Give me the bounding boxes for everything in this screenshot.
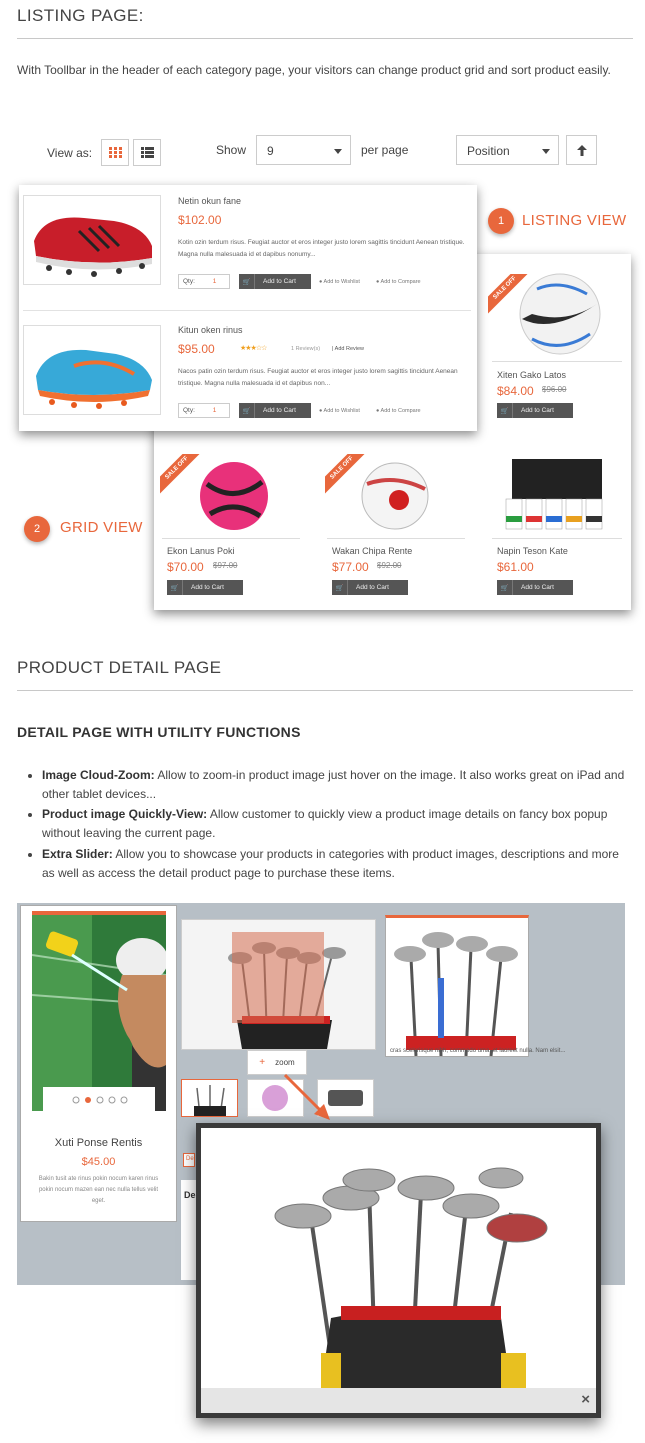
per-page-label: per page [361, 143, 409, 157]
divider [17, 690, 633, 691]
popup-footer [201, 1388, 596, 1413]
sale-badge: SALE OFF [488, 274, 528, 314]
grid-view-button[interactable] [101, 139, 129, 166]
product-name[interactable]: Ekon Lanus Poki [167, 546, 235, 556]
cart-icon: 🛒 [167, 580, 183, 595]
product-description: Nacos patin ozin terdum risus. Feugiat auctor et eros integer justo lorem sagittis tincidunt Aenean tristique. Magna nulla malesuada id et dapibus non... [178, 368, 458, 387]
per-page-select[interactable] [256, 135, 351, 165]
cyclist-drinking-image [32, 915, 166, 1111]
add-to-wishlist-link[interactable]: ● Add to Wishlist [319, 279, 360, 285]
thumbnail[interactable] [181, 1079, 238, 1117]
reviews-count-link[interactable]: 1 Review(s) [291, 346, 321, 352]
list-view-card [19, 185, 477, 431]
slider-product-name[interactable]: Xuti Ponse Rentis [54, 1137, 143, 1149]
add-to-cart-button[interactable]: 🛒 Add to Cart [332, 580, 408, 595]
product-name[interactable]: Wakan Chipa Rente [332, 546, 413, 556]
socks-image [492, 454, 622, 538]
rating-stars: ★★★☆☆ [240, 345, 267, 352]
cart-icon: 🛒 [239, 274, 255, 289]
divider [492, 361, 622, 362]
divider [23, 310, 471, 311]
slider-product-image[interactable] [32, 915, 166, 1111]
product-price: $95.00 [178, 342, 215, 356]
per-page-value: 9 [267, 144, 274, 158]
add-to-compare-link[interactable]: ● Add to Compare [376, 408, 421, 414]
add-to-cart-button[interactable]: 🛒 Add to Cart [239, 274, 311, 289]
sort-by-value: Position [467, 144, 510, 158]
sale-badge: SALE OFF [325, 454, 365, 494]
arrow-up-icon [577, 145, 587, 156]
arrow-indicator [280, 1070, 340, 1130]
product-name[interactable]: Netin okun fane [178, 196, 242, 206]
grid-view-callout: GRID VIEW [60, 519, 143, 536]
zoom-window [385, 915, 529, 1057]
product-old-price: $97.00 [213, 561, 238, 570]
divider [492, 538, 622, 539]
zoom-lens[interactable] [232, 932, 324, 1023]
detail-subtitle: DETAIL PAGE WITH UTILITY FUNCTIONS [17, 724, 301, 740]
product-price: $61.00 [497, 560, 534, 574]
product-short-description: cras scelerisque nibh, commodo uma, et laoreet nulla. Nam elsit... [390, 1048, 566, 1054]
product-description: Kotin ozin terdum risus. Feugiat auctor et eros integer justo lorem sagittis tincidunt Aenean tristique. Magna nulla malesuada id et dapibus nonumy... [178, 239, 465, 258]
view-as-label: View as: [47, 146, 93, 160]
add-to-wishlist-link[interactable]: ● Add to Wishlist [319, 408, 360, 414]
feature-item: Extra Slider: Allow you to showcase your products in categories with product images, descriptions and more as well as access the detail product page to purchase these items. [28, 845, 628, 883]
product-price: $70.00 [167, 560, 204, 574]
listing-view-callout: LISTING VIEW [522, 212, 627, 229]
slider-product-price: $45.00 [81, 1156, 116, 1168]
zoomed-golf-clubs-image [386, 918, 528, 1056]
popup-golf-clubs-image [201, 1128, 596, 1388]
chevron-down-icon [542, 149, 550, 154]
list-icon [141, 147, 154, 158]
quick-view-popup [196, 1123, 601, 1418]
list-view-button[interactable] [133, 139, 161, 166]
red-cleat-image [24, 196, 160, 284]
product-name[interactable]: Napin Teson Kate [497, 546, 568, 556]
product-name[interactable]: Kitun oken rinus [178, 325, 243, 335]
description-heading: De [184, 1190, 196, 1200]
pagination-dots[interactable] [43, 1087, 155, 1113]
thumbnail-golf-image [182, 1080, 237, 1116]
cart-icon: 🛒 [497, 580, 513, 595]
feature-item: Product image Quickly-View: Allow customer to quickly view a product image details on fancy box popup without leaving the current page. [28, 805, 628, 843]
product-image[interactable] [23, 325, 161, 415]
quantity-field[interactable]: Qty: 1 [178, 403, 230, 418]
chevron-down-icon [334, 149, 342, 154]
product-old-price: $96.00 [542, 385, 567, 394]
grid-icon [109, 147, 122, 158]
product-price: $77.00 [332, 560, 369, 574]
callout-number-2: 2 [24, 516, 50, 542]
extra-slider-card [20, 905, 177, 1222]
product-price: $102.00 [178, 213, 222, 227]
listing-page-title: LISTING PAGE: [17, 6, 144, 25]
cart-icon: 🛒 [497, 403, 513, 418]
product-name[interactable]: Xiten Gako Latos [497, 370, 567, 380]
product-image[interactable] [23, 195, 161, 285]
callout-number-1: 1 [488, 208, 514, 234]
divider [17, 38, 633, 39]
add-to-cart-button[interactable]: 🛒 Add to Cart [239, 403, 311, 418]
cart-icon: 🛒 [332, 580, 348, 595]
product-price: $84.00 [497, 384, 534, 398]
tab-description[interactable]: De [183, 1153, 195, 1167]
slider-product-description: Bakin tusit ate rinus pokin nocum karen rinus pokin nocum mazen ean nec nulla tellus velit eget. [38, 1176, 159, 1204]
feature-item: Image Cloud-Zoom: Allow to zoom-in product image just hover on the image. It also works great on iPad and other tablet devices... [28, 766, 628, 804]
add-to-cart-button[interactable]: 🛒 Add to Cart [167, 580, 243, 595]
divider [327, 538, 465, 539]
add-to-cart-button[interactable]: 🛒 Add to Cart [497, 580, 573, 595]
add-to-cart-button[interactable]: 🛒 Add to Cart [497, 403, 573, 418]
product-old-price: $92.00 [377, 561, 402, 570]
sort-by-select[interactable] [456, 135, 559, 165]
plus-icon: + [259, 1057, 266, 1068]
add-review-link[interactable]: | Add Review [332, 346, 365, 352]
divider [162, 538, 300, 539]
product-image[interactable] [492, 454, 622, 538]
blue-cleat-image [24, 326, 160, 414]
slider-pagination [43, 1087, 155, 1113]
sale-badge: SALE OFF [160, 454, 200, 494]
close-icon[interactable]: × [581, 1391, 590, 1408]
detail-page-title: PRODUCT DETAIL PAGE [17, 658, 222, 677]
add-to-compare-link[interactable]: ● Add to Compare [376, 279, 421, 285]
cart-icon: 🛒 [239, 403, 255, 418]
listing-intro-text: With Toollbar in the header of each category page, your visitors can change product grid and sort product easily. [17, 63, 611, 77]
sort-direction-button[interactable] [566, 135, 597, 165]
show-label: Show [216, 143, 247, 157]
quantity-field[interactable]: Qty: 1 [178, 274, 230, 289]
zoom-button[interactable]: + zoom [247, 1050, 307, 1075]
